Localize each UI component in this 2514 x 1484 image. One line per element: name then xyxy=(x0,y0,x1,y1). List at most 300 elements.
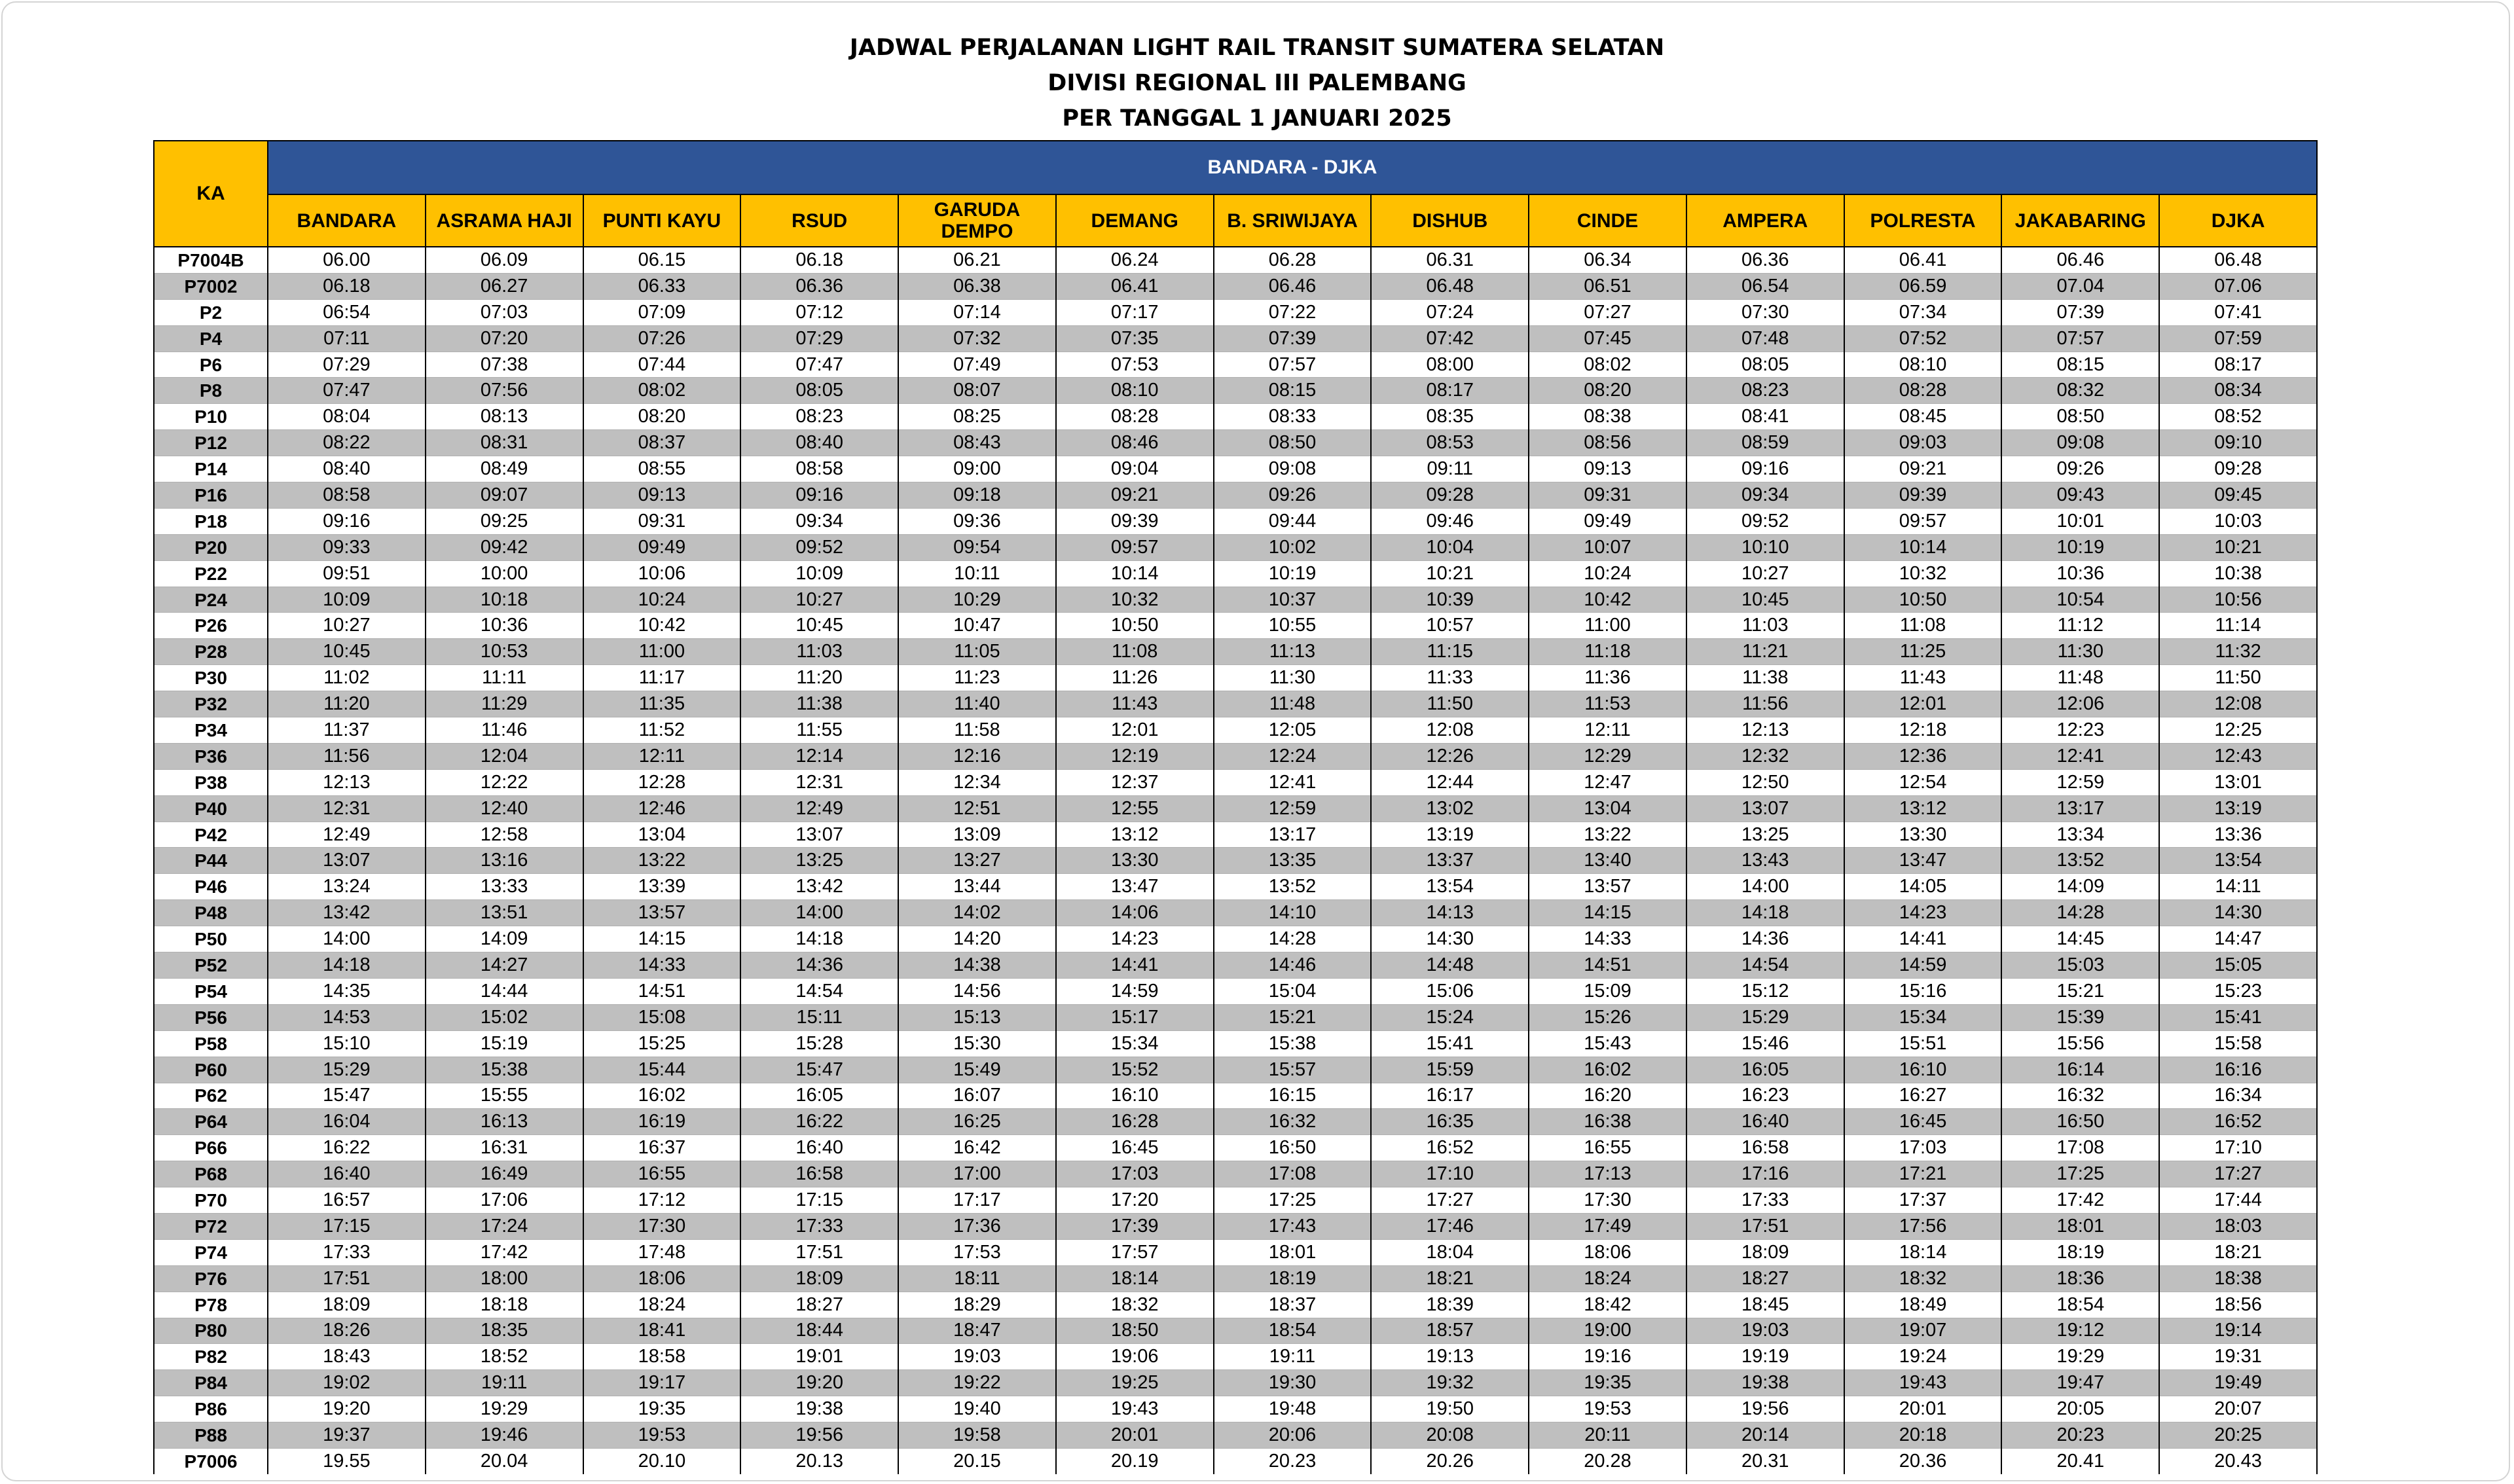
time-cell: 18:42 xyxy=(1529,1292,1686,1318)
time-cell: 09:25 xyxy=(426,508,583,534)
table-row xyxy=(154,769,2317,795)
time-cell: 11:08 xyxy=(1844,613,2002,639)
time-cell: 11:30 xyxy=(1214,665,1372,691)
table-row xyxy=(154,691,2317,717)
time-cell: 13:17 xyxy=(1214,822,1372,848)
table-row xyxy=(154,1344,2317,1370)
time-cell: 13:54 xyxy=(2159,848,2317,874)
time-cell: 18:44 xyxy=(740,1318,898,1344)
route-header: BANDARA - DJKA xyxy=(268,141,2317,194)
time-cell: 19:22 xyxy=(898,1370,1056,1396)
time-cell: 11:48 xyxy=(1214,691,1372,717)
time-cell: 19:13 xyxy=(1371,1344,1529,1370)
time-cell: 17:08 xyxy=(2001,1135,2159,1161)
time-cell: 11:08 xyxy=(1056,639,1214,665)
time-cell: 08:32 xyxy=(2001,378,2159,404)
time-cell: 15:03 xyxy=(2001,952,2159,979)
time-cell: 11:32 xyxy=(2159,639,2317,665)
time-cell: 12:47 xyxy=(1529,769,1686,795)
time-cell: 12:37 xyxy=(1056,769,1214,795)
time-cell: 14:05 xyxy=(1844,874,2002,900)
time-cell: 18:54 xyxy=(1214,1318,1372,1344)
train-number-cell: P62 xyxy=(154,1083,268,1109)
time-cell: 10:27 xyxy=(740,587,898,613)
time-cell: 06.34 xyxy=(1529,247,1686,273)
time-cell: 09:21 xyxy=(1844,456,2002,482)
time-cell: 09:45 xyxy=(2159,482,2317,509)
time-cell: 13:25 xyxy=(740,848,898,874)
train-number-cell: P58 xyxy=(154,1030,268,1057)
time-cell: 09:49 xyxy=(583,534,741,560)
time-cell: 19:56 xyxy=(740,1422,898,1449)
time-cell: 18:19 xyxy=(1214,1265,1372,1292)
time-cell: 19:03 xyxy=(898,1344,1056,1370)
train-number-cell: P26 xyxy=(154,613,268,639)
ka-header: KA xyxy=(154,141,268,247)
time-cell: 07:48 xyxy=(1686,325,1844,352)
time-cell: 17:33 xyxy=(740,1213,898,1239)
time-cell: 15:57 xyxy=(1214,1057,1372,1083)
time-cell: 20.36 xyxy=(1844,1448,2002,1474)
time-cell: 12:01 xyxy=(1844,691,2002,717)
time-cell: 10:39 xyxy=(1371,587,1529,613)
time-cell: 09:16 xyxy=(740,482,898,509)
time-cell: 19.55 xyxy=(268,1448,426,1474)
time-cell: 18:24 xyxy=(583,1292,741,1318)
time-cell: 10:24 xyxy=(583,587,741,613)
time-cell: 11:50 xyxy=(2159,665,2317,691)
time-cell: 14:33 xyxy=(1529,926,1686,952)
time-cell: 09:00 xyxy=(898,456,1056,482)
time-cell: 11:15 xyxy=(1371,639,1529,665)
train-number-cell: P68 xyxy=(154,1161,268,1187)
time-cell: 11:13 xyxy=(1214,639,1372,665)
time-cell: 13:19 xyxy=(2159,795,2317,822)
table-row xyxy=(154,717,2317,744)
time-cell: 16:37 xyxy=(583,1135,741,1161)
time-cell: 17:03 xyxy=(1056,1161,1214,1187)
schedule-table-wrapper xyxy=(153,140,2318,1474)
time-cell: 19:16 xyxy=(1529,1344,1686,1370)
time-cell: 18:03 xyxy=(2159,1213,2317,1239)
time-cell: 10:14 xyxy=(1056,560,1214,587)
time-cell: 19:37 xyxy=(268,1422,426,1449)
table-row xyxy=(154,1213,2317,1239)
time-cell: 20.04 xyxy=(426,1448,583,1474)
train-number-cell: P30 xyxy=(154,665,268,691)
table-row xyxy=(154,1083,2317,1109)
time-cell: 10:32 xyxy=(1844,560,2002,587)
time-cell: 13:07 xyxy=(1686,795,1844,822)
time-cell: 12:08 xyxy=(2159,691,2317,717)
time-cell: 07:11 xyxy=(268,325,426,352)
time-cell: 06.41 xyxy=(1056,273,1214,299)
time-cell: 12:08 xyxy=(1371,717,1529,744)
time-cell: 15:39 xyxy=(2001,1004,2159,1030)
time-cell: 17:08 xyxy=(1214,1161,1372,1187)
time-cell: 15:04 xyxy=(1214,978,1372,1004)
train-number-cell: P4 xyxy=(154,325,268,352)
time-cell: 17:13 xyxy=(1529,1161,1686,1187)
time-cell: 16:40 xyxy=(268,1161,426,1187)
time-cell: 19:35 xyxy=(1529,1370,1686,1396)
time-cell: 08:20 xyxy=(583,404,741,430)
time-cell: 08:35 xyxy=(1371,404,1529,430)
time-cell: 12:50 xyxy=(1686,769,1844,795)
time-cell: 20:11 xyxy=(1529,1422,1686,1449)
time-cell: 07:26 xyxy=(583,325,741,352)
time-cell: 16:04 xyxy=(268,1109,426,1135)
time-cell: 16:10 xyxy=(1056,1083,1214,1109)
time-cell: 06.28 xyxy=(1214,247,1372,273)
time-cell: 17:25 xyxy=(2001,1161,2159,1187)
station-header: DEMANG xyxy=(1056,194,1214,247)
time-cell: 11:33 xyxy=(1371,665,1529,691)
time-cell: 12:11 xyxy=(1529,717,1686,744)
time-cell: 17:44 xyxy=(2159,1187,2317,1214)
table-row xyxy=(154,1004,2317,1030)
time-cell: 08:02 xyxy=(583,378,741,404)
time-cell: 08:49 xyxy=(426,456,583,482)
time-cell: 17:56 xyxy=(1844,1213,2002,1239)
time-cell: 12:01 xyxy=(1056,717,1214,744)
table-row xyxy=(154,1109,2317,1135)
time-cell: 11:02 xyxy=(268,665,426,691)
time-cell: 15:28 xyxy=(740,1030,898,1057)
time-cell: 14:13 xyxy=(1371,900,1529,926)
time-cell: 13:07 xyxy=(740,822,898,848)
time-cell: 06.38 xyxy=(898,273,1056,299)
time-cell: 20:18 xyxy=(1844,1422,2002,1449)
time-cell: 14:36 xyxy=(1686,926,1844,952)
time-cell: 17:00 xyxy=(898,1161,1056,1187)
time-cell: 14:41 xyxy=(1056,952,1214,979)
time-cell: 17:30 xyxy=(583,1213,741,1239)
time-cell: 19:47 xyxy=(2001,1370,2159,1396)
time-cell: 08:25 xyxy=(898,404,1056,430)
time-cell: 16:58 xyxy=(1686,1135,1844,1161)
time-cell: 20:01 xyxy=(1844,1396,2002,1422)
time-cell: 06.48 xyxy=(1371,273,1529,299)
time-cell: 16:02 xyxy=(583,1083,741,1109)
time-cell: 19:11 xyxy=(426,1370,583,1396)
time-cell: 06.27 xyxy=(426,273,583,299)
time-cell: 10:02 xyxy=(1214,534,1372,560)
train-number-cell: P74 xyxy=(154,1239,268,1265)
time-cell: 11:05 xyxy=(898,639,1056,665)
train-number-cell: P82 xyxy=(154,1344,268,1370)
time-cell: 18:26 xyxy=(268,1318,426,1344)
time-cell: 07:41 xyxy=(2159,299,2317,325)
time-cell: 14:54 xyxy=(740,978,898,1004)
table-row xyxy=(154,1057,2317,1083)
time-cell: 11:25 xyxy=(1844,639,2002,665)
time-cell: 17:03 xyxy=(1844,1135,2002,1161)
time-cell: 12:49 xyxy=(268,822,426,848)
time-cell: 13:01 xyxy=(2159,769,2317,795)
time-cell: 10:19 xyxy=(1214,560,1372,587)
time-cell: 09:39 xyxy=(1056,508,1214,534)
time-cell: 10:47 xyxy=(898,613,1056,639)
time-cell: 19:03 xyxy=(1686,1318,1844,1344)
time-cell: 15:19 xyxy=(426,1030,583,1057)
time-cell: 12:54 xyxy=(1844,769,2002,795)
time-cell: 13:12 xyxy=(1056,822,1214,848)
time-cell: 12:24 xyxy=(1214,743,1372,769)
time-cell: 13:04 xyxy=(1529,795,1686,822)
time-cell: 16:32 xyxy=(2001,1083,2159,1109)
time-cell: 16:45 xyxy=(1844,1109,2002,1135)
time-cell: 16:55 xyxy=(583,1161,741,1187)
time-cell: 07:27 xyxy=(1529,299,1686,325)
time-cell: 15:30 xyxy=(898,1030,1056,1057)
train-number-cell: P7004B xyxy=(154,247,268,273)
time-cell: 06.31 xyxy=(1371,247,1529,273)
time-cell: 13:47 xyxy=(1056,874,1214,900)
time-cell: 08:07 xyxy=(898,378,1056,404)
time-cell: 11:38 xyxy=(740,691,898,717)
time-cell: 20.19 xyxy=(1056,1448,1214,1474)
time-cell: 14:47 xyxy=(2159,926,2317,952)
time-cell: 08:17 xyxy=(1371,378,1529,404)
time-cell: 07:47 xyxy=(268,378,426,404)
table-row xyxy=(154,587,2317,613)
time-cell: 19:48 xyxy=(1214,1396,1372,1422)
table-row xyxy=(154,299,2317,325)
table-row xyxy=(154,639,2317,665)
time-cell: 20:05 xyxy=(2001,1396,2159,1422)
time-cell: 16:28 xyxy=(1056,1109,1214,1135)
time-cell: 14:18 xyxy=(268,952,426,979)
train-number-cell: P10 xyxy=(154,404,268,430)
time-cell: 14:23 xyxy=(1844,900,2002,926)
time-cell: 12:04 xyxy=(426,743,583,769)
time-cell: 13:47 xyxy=(1844,848,2002,874)
table-row xyxy=(154,508,2317,534)
time-cell: 12:55 xyxy=(1056,795,1214,822)
time-cell: 12:19 xyxy=(1056,743,1214,769)
time-cell: 18:39 xyxy=(1371,1292,1529,1318)
time-cell: 10:57 xyxy=(1371,613,1529,639)
table-row xyxy=(154,1187,2317,1214)
time-cell: 18:50 xyxy=(1056,1318,1214,1344)
time-cell: 18:21 xyxy=(1371,1265,1529,1292)
time-cell: 18:38 xyxy=(2159,1265,2317,1292)
time-cell: 19:58 xyxy=(898,1422,1056,1449)
time-cell: 07:09 xyxy=(583,299,741,325)
table-row xyxy=(154,325,2317,352)
time-cell: 11:30 xyxy=(2001,639,2159,665)
station-header: ASRAMA HAJI xyxy=(426,194,583,247)
table-row xyxy=(154,1318,2317,1344)
time-cell: 09:44 xyxy=(1214,508,1372,534)
time-cell: 08:15 xyxy=(1214,378,1372,404)
time-cell: 20.31 xyxy=(1686,1448,1844,1474)
time-cell: 17:06 xyxy=(426,1187,583,1214)
time-cell: 09:39 xyxy=(1844,482,2002,509)
time-cell: 11:20 xyxy=(740,665,898,691)
time-cell: 10:06 xyxy=(583,560,741,587)
time-cell: 18:45 xyxy=(1686,1292,1844,1318)
time-cell: 15:26 xyxy=(1529,1004,1686,1030)
time-cell: 08:40 xyxy=(268,456,426,482)
time-cell: 19:20 xyxy=(740,1370,898,1396)
time-cell: 14:11 xyxy=(2159,874,2317,900)
table-row xyxy=(154,430,2317,456)
table-row xyxy=(154,795,2317,822)
time-cell: 14:56 xyxy=(898,978,1056,1004)
time-cell: 17:15 xyxy=(740,1187,898,1214)
time-cell: 18:18 xyxy=(426,1292,583,1318)
train-number-cell: P50 xyxy=(154,926,268,952)
time-cell: 18:01 xyxy=(2001,1213,2159,1239)
time-cell: 13:33 xyxy=(426,874,583,900)
time-cell: 15:47 xyxy=(740,1057,898,1083)
time-cell: 08:58 xyxy=(268,482,426,509)
title-line-2: DIVISI REGIONAL III PALEMBANG xyxy=(1048,70,1466,96)
table-row xyxy=(154,822,2317,848)
time-cell: 08:02 xyxy=(1529,352,1686,378)
table-row xyxy=(154,482,2317,509)
time-cell: 11:52 xyxy=(583,717,741,744)
time-cell: 09:07 xyxy=(426,482,583,509)
time-cell: 13:17 xyxy=(2001,795,2159,822)
time-cell: 12:51 xyxy=(898,795,1056,822)
train-number-cell: P16 xyxy=(154,482,268,509)
time-cell: 19:01 xyxy=(740,1344,898,1370)
time-cell: 16:57 xyxy=(268,1187,426,1214)
time-cell: 09:57 xyxy=(1844,508,2002,534)
time-cell: 12:25 xyxy=(2159,717,2317,744)
time-cell: 08:58 xyxy=(740,456,898,482)
time-cell: 10:21 xyxy=(1371,560,1529,587)
table-row xyxy=(154,665,2317,691)
station-header: GARUDA DEMPO xyxy=(898,194,1056,247)
time-cell: 13:16 xyxy=(426,848,583,874)
time-cell: 20.15 xyxy=(898,1448,1056,1474)
table-row xyxy=(154,352,2317,378)
time-cell: 15:51 xyxy=(1844,1030,2002,1057)
time-cell: 16:38 xyxy=(1529,1109,1686,1135)
time-cell: 15:25 xyxy=(583,1030,741,1057)
table-row xyxy=(154,1265,2317,1292)
time-cell: 17:30 xyxy=(1529,1187,1686,1214)
table-row xyxy=(154,247,2317,273)
time-cell: 17:51 xyxy=(268,1265,426,1292)
train-number-cell: P54 xyxy=(154,978,268,1004)
time-cell: 17:37 xyxy=(1844,1187,2002,1214)
time-cell: 16:50 xyxy=(2001,1109,2159,1135)
time-cell: 20:08 xyxy=(1371,1422,1529,1449)
time-cell: 10:36 xyxy=(2001,560,2159,587)
time-cell: 17:49 xyxy=(1529,1213,1686,1239)
time-cell: 08:10 xyxy=(1844,352,2002,378)
train-number-cell: P52 xyxy=(154,952,268,979)
train-number-cell: P18 xyxy=(154,508,268,534)
time-cell: 13:51 xyxy=(426,900,583,926)
time-cell: 19:35 xyxy=(583,1396,741,1422)
time-cell: 17:17 xyxy=(898,1187,1056,1214)
time-cell: 11:48 xyxy=(2001,665,2159,691)
time-cell: 18:35 xyxy=(426,1318,583,1344)
time-cell: 06.00 xyxy=(268,247,426,273)
train-number-cell: P38 xyxy=(154,769,268,795)
time-cell: 08:22 xyxy=(268,430,426,456)
time-cell: 17:57 xyxy=(1056,1239,1214,1265)
time-cell: 11:56 xyxy=(1686,691,1844,717)
time-cell: 12:40 xyxy=(426,795,583,822)
time-cell: 14:44 xyxy=(426,978,583,1004)
time-cell: 10:09 xyxy=(740,560,898,587)
time-cell: 13:42 xyxy=(268,900,426,926)
time-cell: 11:40 xyxy=(898,691,1056,717)
time-cell: 07:17 xyxy=(1056,299,1214,325)
time-cell: 12:31 xyxy=(740,769,898,795)
time-cell: 14:41 xyxy=(1844,926,2002,952)
time-cell: 09:26 xyxy=(1214,482,1372,509)
time-cell: 16:07 xyxy=(898,1083,1056,1109)
time-cell: 12:41 xyxy=(1214,769,1372,795)
time-cell: 10:10 xyxy=(1686,534,1844,560)
time-cell: 16:52 xyxy=(2159,1109,2317,1135)
time-cell: 06:54 xyxy=(268,299,426,325)
time-cell: 11:50 xyxy=(1371,691,1529,717)
time-cell: 14:51 xyxy=(1529,952,1686,979)
time-cell: 14:38 xyxy=(898,952,1056,979)
table-row xyxy=(154,534,2317,560)
station-header: POLRESTA xyxy=(1844,194,2002,247)
time-cell: 12:32 xyxy=(1686,743,1844,769)
time-cell: 09:54 xyxy=(898,534,1056,560)
time-cell: 18:32 xyxy=(1056,1292,1214,1318)
time-cell: 09:46 xyxy=(1371,508,1529,534)
time-cell: 08:52 xyxy=(2159,404,2317,430)
time-cell: 11:00 xyxy=(1529,613,1686,639)
time-cell: 12:41 xyxy=(2001,743,2159,769)
table-row xyxy=(154,1448,2317,1474)
train-number-cell: P66 xyxy=(154,1135,268,1161)
time-cell: 08:38 xyxy=(1529,404,1686,430)
time-cell: 09:33 xyxy=(268,534,426,560)
time-cell: 16:35 xyxy=(1371,1109,1529,1135)
train-number-cell: P7002 xyxy=(154,273,268,299)
time-cell: 11:55 xyxy=(740,717,898,744)
time-cell: 10:36 xyxy=(426,613,583,639)
time-cell: 18:27 xyxy=(1686,1265,1844,1292)
time-cell: 13:43 xyxy=(1686,848,1844,874)
time-cell: 17:51 xyxy=(740,1239,898,1265)
time-cell: 13:04 xyxy=(583,822,741,848)
time-cell: 10:24 xyxy=(1529,560,1686,587)
time-cell: 18:52 xyxy=(426,1344,583,1370)
time-cell: 11:12 xyxy=(2001,613,2159,639)
time-cell: 18:32 xyxy=(1844,1265,2002,1292)
time-cell: 09:52 xyxy=(1686,508,1844,534)
table-row xyxy=(154,560,2317,587)
time-cell: 09:16 xyxy=(1686,456,1844,482)
time-cell: 19:53 xyxy=(1529,1396,1686,1422)
time-cell: 07:38 xyxy=(426,352,583,378)
time-cell: 09:13 xyxy=(1529,456,1686,482)
time-cell: 12:58 xyxy=(426,822,583,848)
time-cell: 09:16 xyxy=(268,508,426,534)
time-cell: 15:49 xyxy=(898,1057,1056,1083)
document-header xyxy=(0,30,2514,136)
time-cell: 19:32 xyxy=(1371,1370,1529,1396)
time-cell: 18:11 xyxy=(898,1265,1056,1292)
train-number-cell: P86 xyxy=(154,1396,268,1422)
time-cell: 15:29 xyxy=(1686,1004,1844,1030)
